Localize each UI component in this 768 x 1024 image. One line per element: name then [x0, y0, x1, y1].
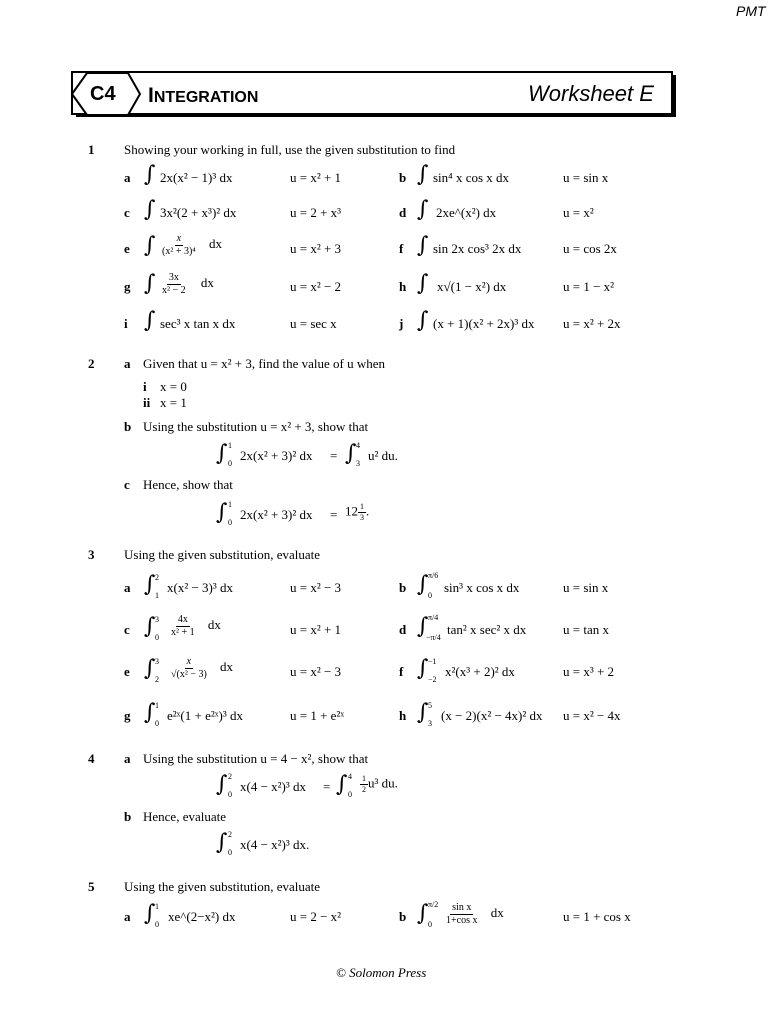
lower-limit: 0 — [348, 790, 352, 799]
upper-limit: π/4 — [428, 613, 439, 622]
part-label: d — [399, 205, 407, 220]
integral-sign: ∫ — [417, 656, 429, 681]
upper-limit: π/6 — [428, 571, 439, 580]
integrand: x(4 − x²)³ dx — [240, 779, 307, 794]
part-label: a — [124, 356, 131, 371]
substitution: u = x² + 3 — [290, 241, 342, 256]
integral-sign: ∫ — [417, 901, 429, 926]
chapter-code: C4 — [90, 83, 116, 105]
integral-sign: ∫ — [144, 271, 156, 296]
part-label: a — [124, 580, 131, 595]
substitution: u = 1 + cos x — [563, 909, 631, 924]
lower-limit: 0 — [155, 920, 159, 929]
substitution: u = tan x — [563, 622, 609, 637]
upper-limit: π/2 — [428, 900, 439, 909]
subpart-label: ii — [143, 395, 151, 410]
equals-sign: = — [330, 448, 338, 463]
upper-limit: 1 — [155, 902, 159, 911]
part-label: a — [124, 909, 131, 924]
integrand: 2x(x² − 1)³ dx — [160, 170, 233, 185]
lower-limit: −2 — [428, 675, 437, 684]
chapter-title: INTEGRATION — [148, 84, 259, 107]
pmt-label: PMT — [736, 3, 766, 19]
integral-sign: ∫ — [216, 830, 228, 855]
subpart-label: i — [143, 379, 147, 394]
integrand: (x − 2)(x² − 4x)² dx — [441, 708, 543, 723]
integrand: sin 2x cos³ 2x dx — [433, 241, 522, 256]
integral-sign: ∫ — [417, 233, 429, 258]
question-text: Showing your working in full, use the given substitution to find — [124, 142, 456, 157]
substitution: u = x² − 3 — [290, 664, 342, 679]
lower-limit: 0 — [228, 518, 232, 527]
subpart-text: x = 1 — [160, 395, 187, 410]
lower-limit: 0 — [228, 848, 232, 857]
integrand: 3x²(2 + x³)² dx — [160, 205, 237, 220]
integral-sign: ∫ — [216, 500, 228, 525]
question-text: Hence, show that — [143, 477, 233, 492]
integral-sign: ∫ — [417, 700, 429, 725]
part-label: c — [124, 205, 130, 220]
integrand: sin³ x cos x dx — [444, 580, 520, 595]
part-label: e — [124, 241, 130, 256]
integral-sign: ∫ — [216, 441, 228, 466]
integrand: x√(1 − x²) dx — [437, 279, 507, 294]
integrand: $\frac{4x}{\text{x² + 1}}$ dx — [171, 614, 221, 638]
integrand: x(4 − x²)³ dx. — [240, 837, 310, 852]
upper-limit: 3 — [155, 657, 159, 666]
integral-sign: ∫ — [417, 572, 429, 597]
integral-sign: ∫ — [417, 308, 429, 333]
lower-limit: 0 — [428, 591, 432, 600]
part-label: c — [124, 477, 130, 492]
substitution: u = x² + 1 — [290, 622, 342, 637]
integrand: e²ˣ(1 + e²ˣ)³ dx — [167, 708, 243, 723]
part-label: g — [124, 708, 131, 723]
question-text: Using the given substitution, evaluate — [124, 547, 321, 562]
substitution: u = sin x — [563, 580, 609, 595]
substitution: u = cos 2x — [563, 241, 617, 256]
integrand: $\frac{1}{2}$ u³ du. — [362, 774, 398, 794]
lower-limit: 0 — [155, 719, 159, 728]
integral-sign: ∫ — [336, 772, 348, 797]
question-number: 1 — [88, 142, 95, 157]
integral-sign: ∫ — [417, 197, 429, 222]
equals-sign: = — [330, 507, 338, 522]
part-label: d — [399, 622, 407, 637]
integrand: $\frac{3x}{\text{x² − 2}}$ dx — [162, 272, 214, 296]
part-label: i — [124, 316, 128, 331]
integral-sign: ∫ — [144, 308, 156, 333]
part-label: e — [124, 664, 130, 679]
integrand: $\frac{\text{sin x}}{\text{1+cos x}}$ dx — [446, 902, 504, 926]
part-label: g — [124, 279, 131, 294]
integral-sign: ∫ — [144, 197, 156, 222]
upper-limit: 1 — [228, 500, 232, 509]
question-number: 3 — [88, 547, 95, 562]
part-label: j — [399, 316, 404, 331]
upper-limit: 3 — [155, 615, 159, 624]
question-number: 4 — [88, 751, 95, 766]
integrand: x(x² − 3)³ dx — [167, 580, 234, 595]
substitution: u = x² − 2 — [290, 279, 342, 294]
integral-sign: ∫ — [144, 572, 156, 597]
upper-limit: 2 — [228, 772, 232, 781]
lower-limit: −π/4 — [426, 633, 441, 642]
substitution: u = sec x — [290, 316, 337, 331]
part-label: b — [124, 809, 132, 824]
substitution: u = x² + 2x — [563, 316, 621, 331]
upper-limit: 2 — [228, 830, 232, 839]
substitution: u = 1 − x² — [563, 279, 615, 294]
integral-sign: ∫ — [417, 162, 429, 187]
part-label: a — [124, 170, 131, 185]
substitution: u = 2 + x³ — [290, 205, 342, 220]
integrand: $\frac{x}{\text{√(x² − 3)}}$ dx — [171, 656, 234, 680]
integral-sign: ∫ — [144, 614, 156, 639]
lower-limit: 3 — [356, 459, 360, 468]
question-number: 5 — [88, 879, 95, 894]
integrand: 2x(x² + 3)² dx — [240, 507, 313, 522]
integrand: u² du. — [368, 448, 398, 463]
integrand: (x + 1)(x² + 2x)³ dx — [433, 316, 535, 331]
part-label: h — [399, 279, 407, 294]
integral-sign: ∫ — [144, 162, 156, 187]
footer-copyright: © Solomon Press — [336, 965, 427, 980]
question-text: Using the given substitution, evaluate — [124, 879, 321, 894]
substitution: u = x² − 4x — [563, 708, 621, 723]
part-label: h — [399, 708, 407, 723]
upper-limit: −1 — [428, 657, 437, 666]
integral-sign: ∫ — [345, 441, 357, 466]
question-number: 2 — [88, 356, 95, 371]
integral-sign: ∫ — [144, 656, 156, 681]
lower-limit: 0 — [228, 459, 232, 468]
result: 12 $\frac{1}{3}$ . — [345, 502, 370, 522]
integrand: sin⁴ x cos x dx — [433, 170, 510, 185]
integral-sign: ∫ — [417, 271, 429, 296]
integral-sign: ∫ — [144, 901, 156, 926]
question-text: Using the substitution u = x² + 3, show that — [143, 419, 369, 434]
part-label: c — [124, 622, 130, 637]
substitution: u = x³ + 2 — [563, 664, 615, 679]
question-text: Using the substitution u = 4 − x², show that — [143, 751, 369, 766]
substitution: u = 1 + e²ˣ — [290, 708, 345, 723]
integrand: 2xe^(x²) dx — [436, 205, 497, 220]
integrand: 2x(x² + 3)² dx — [240, 448, 313, 463]
lower-limit: 0 — [228, 790, 232, 799]
lower-limit: 1 — [155, 591, 159, 600]
lower-limit: 3 — [428, 719, 432, 728]
integrand: sec³ x tan x dx — [160, 316, 236, 331]
part-label: a — [124, 751, 131, 766]
worksheet-label: Worksheet E — [528, 81, 654, 106]
integrand: xe^(2−x²) dx — [168, 909, 236, 924]
integrand: x²(x³ + 2)² dx — [445, 664, 515, 679]
lower-limit: 0 — [428, 920, 432, 929]
substitution: u = sin x — [563, 170, 609, 185]
upper-limit: 1 — [228, 441, 232, 450]
part-label: b — [399, 909, 407, 924]
part-label: b — [399, 170, 407, 185]
integral-sign: ∫ — [144, 700, 156, 725]
integral-sign: ∫ — [216, 772, 228, 797]
part-label: b — [399, 580, 407, 595]
lower-limit: 2 — [155, 675, 159, 684]
equals-sign: = — [323, 779, 331, 794]
part-label: b — [124, 419, 132, 434]
upper-limit: 4 — [356, 441, 360, 450]
question-text: Given that u = x² + 3, find the value of u when — [143, 356, 386, 371]
substitution: u = x² — [563, 205, 594, 220]
upper-limit: 1 — [155, 701, 159, 710]
substitution: u = x² − 3 — [290, 580, 342, 595]
question-text: Hence, evaluate — [143, 809, 227, 824]
integral-sign: ∫ — [417, 614, 429, 639]
subpart-text: x = 0 — [160, 379, 187, 394]
substitution: u = 2 − x² — [290, 909, 342, 924]
part-label: f — [399, 241, 404, 256]
substitution: u = x² + 1 — [290, 170, 342, 185]
integrand: tan² x sec² x dx — [447, 622, 527, 637]
integrand: $\frac{x}{\text{(x² + 3)⁴}}$ dx — [162, 233, 223, 257]
upper-limit: 2 — [155, 573, 159, 582]
integral-sign: ∫ — [144, 233, 156, 258]
upper-limit: 4 — [348, 772, 352, 781]
upper-limit: 5 — [428, 701, 432, 710]
lower-limit: 0 — [155, 633, 159, 642]
part-label: f — [399, 664, 404, 679]
